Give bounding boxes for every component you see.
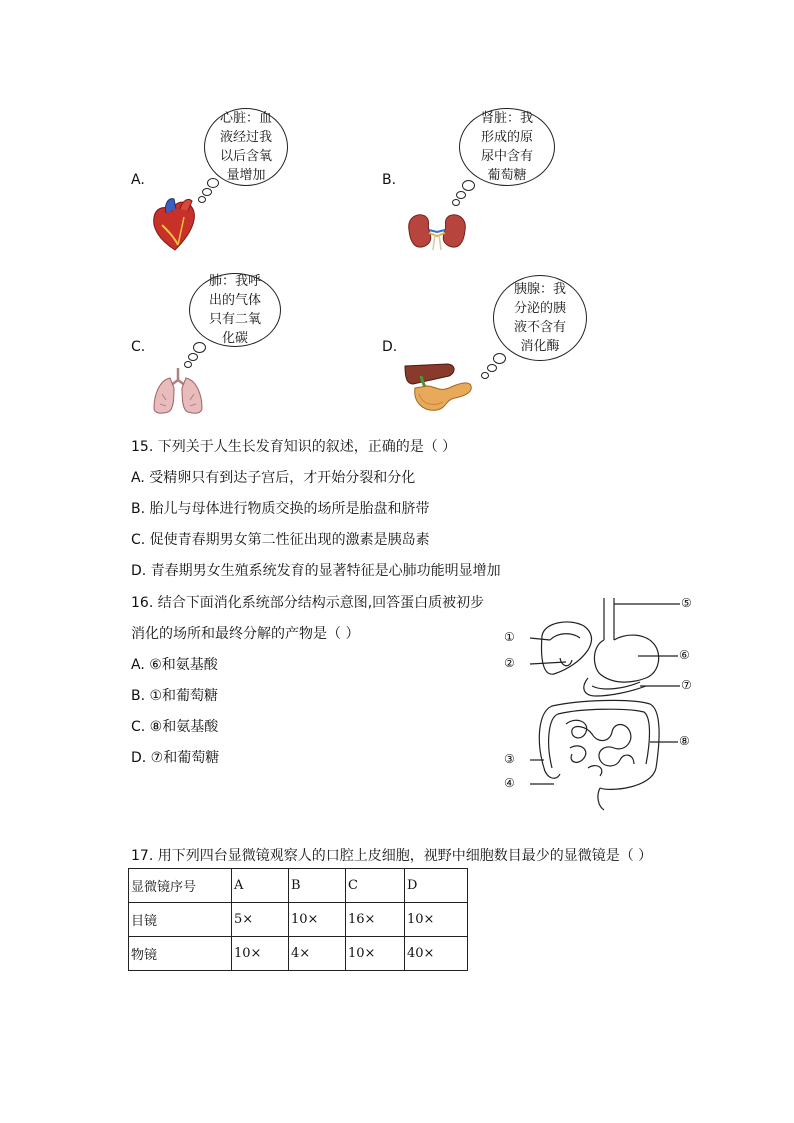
- heart-icon: [150, 195, 200, 252]
- bubble-dot: [193, 342, 206, 353]
- option-d-letter: D.: [382, 339, 398, 355]
- q15-stem: 15. 下列关于人生长发育知识的叙述，正确的是（ ）: [131, 439, 457, 455]
- bubble-dot: [202, 188, 212, 196]
- table-header-cell: 显微镜序号: [129, 869, 232, 903]
- q15-option-c: C. 促使青春期男女第二性征出现的激素是胰岛素: [131, 532, 430, 548]
- speech-bubble-a: [204, 108, 288, 186]
- bubble-dot: [493, 353, 506, 364]
- table-row: [129, 903, 468, 937]
- diagram-label-4: ④: [504, 776, 515, 790]
- diagram-label-8: ⑧: [679, 734, 690, 748]
- q16-option-d: D. ⑦和葡萄糖: [131, 750, 220, 766]
- speech-text-a: 心脏：血液经过我以后含氧量增加: [219, 111, 272, 183]
- q16-option-b: B. ①和葡萄糖: [131, 688, 219, 704]
- q16-stem-line1: 16. 结合下面消化系统部分结构示意图,回答蛋白质被初步: [131, 595, 485, 611]
- pancreas-icon: [403, 362, 477, 416]
- table-row: [129, 869, 468, 903]
- speech-bubble-b: [459, 108, 555, 186]
- table-cell: 10×: [346, 937, 405, 971]
- diagram-label-5: ⑤: [681, 596, 692, 610]
- bubble-dot: [462, 180, 475, 191]
- bubble-dot: [207, 178, 219, 188]
- table-cell: 10×: [289, 903, 346, 937]
- bubble-dot: [452, 199, 460, 206]
- table-row: [129, 937, 468, 971]
- table-cell: 10×: [232, 937, 289, 971]
- diagram-label-7: ⑦: [681, 678, 692, 692]
- q15-option-b: B. 胎儿与母体进行物质交换的场所是胎盘和脐带: [131, 501, 430, 517]
- table-header-cell: B: [289, 869, 346, 903]
- option-a-letter: A.: [131, 172, 145, 188]
- table-cell: 目镜: [129, 903, 232, 937]
- kidney-icon: [405, 212, 469, 250]
- q15-option-d: D. 青春期男女生殖系统发育的显著特征是心肺功能明显增加: [131, 563, 501, 579]
- table-header-cell: D: [405, 869, 468, 903]
- bubble-dot: [456, 191, 466, 199]
- speech-text-b: 肾脏：我形成的原尿中含有葡萄糖: [480, 111, 533, 183]
- digestive-system-diagram: [500, 592, 700, 814]
- option-c-letter: C.: [131, 339, 146, 355]
- q17-stem: 17. 用下列四台显微镜观察人的口腔上皮细胞，视野中细胞数目最少的显微镜是（ ）: [131, 848, 653, 864]
- bubble-dot: [481, 372, 489, 379]
- table-cell: 40×: [405, 937, 468, 971]
- q16-stem-line2: 消化的场所和最终分解的产物是（ ）: [131, 626, 360, 642]
- bubble-dot: [188, 353, 198, 361]
- speech-text-d: 胰腺：我分泌的胰液不含有消化酶: [513, 282, 566, 354]
- table-header-cell: A: [232, 869, 289, 903]
- q15-option-a: A. 受精卵只有到达子宫后，才开始分裂和分化: [131, 470, 416, 486]
- option-b-letter: B.: [382, 172, 397, 188]
- table-cell: 4×: [289, 937, 346, 971]
- speech-text-c: 肺：我呼出的气体只有二氧化碳: [208, 274, 261, 346]
- q16-option-c: C. ⑧和氨基酸: [131, 719, 219, 735]
- table-header-cell: C: [346, 869, 405, 903]
- diagram-label-3: ③: [504, 752, 515, 766]
- microscope-table: [128, 868, 468, 971]
- q16-option-a: A. ⑥和氨基酸: [131, 657, 218, 673]
- table-cell: 物镜: [129, 937, 232, 971]
- speech-bubble-c: [189, 273, 281, 347]
- diagram-label-1: ①: [504, 630, 515, 644]
- lung-icon: [152, 366, 204, 416]
- diagram-label-2: ②: [504, 656, 515, 670]
- bubble-dot: [487, 364, 497, 372]
- speech-bubble-d: [493, 275, 587, 361]
- table-cell: 5×: [232, 903, 289, 937]
- table-cell: 10×: [405, 903, 468, 937]
- table-cell: 16×: [346, 903, 405, 937]
- diagram-label-6: ⑥: [679, 648, 690, 662]
